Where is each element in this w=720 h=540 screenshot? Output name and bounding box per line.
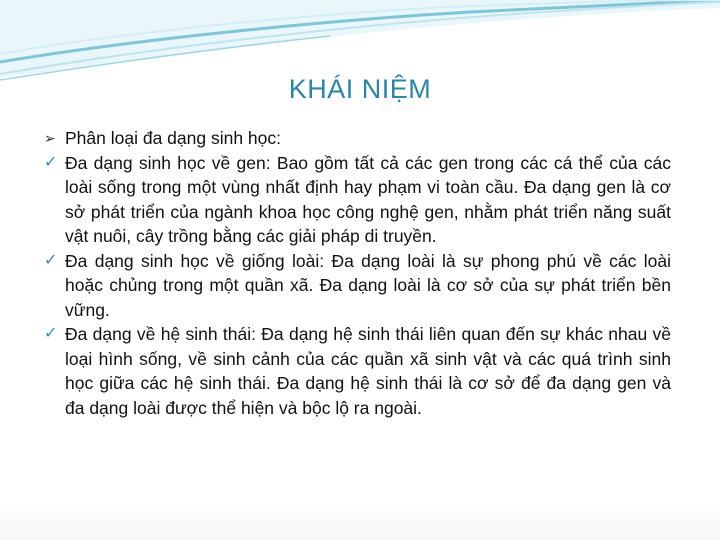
list-item-text: Phân loại đa dạng sinh học: <box>65 128 281 148</box>
list-item <box>44 322 671 420</box>
arrow-bullet-icon: ➢ <box>44 130 56 146</box>
list-item <box>44 126 671 151</box>
check-bullet-icon: ✓ <box>44 251 58 269</box>
list-item-text: Đa dạng về hệ sinh thái: Đa dạng hệ sinh thái liên quan đến sự khác nhau về loại hình sống, về sinh cảnh của các quần xã sinh vật và các quá trình sinh học giữa các hệ sinh thái. Đa dạng hệ sinh thái là cơ sở để đa dạng gen và đa dạng loài được thể hiện và bộc lộ ra ngoài. <box>65 324 671 418</box>
slide-title: KHÁI NIỆM <box>288 74 432 104</box>
list-item-text: Đa dạng sinh học về giống loài: Đa dạng loài là sự phong phú về các loài hoặc chủng trong một quần xã. Đa dạng loài là cơ sở của sự phát triển bền vững. <box>65 250 671 320</box>
bullet-list <box>44 126 671 420</box>
list-item <box>44 151 671 249</box>
check-bullet-icon: ✓ <box>44 153 58 171</box>
list-item <box>44 249 671 323</box>
check-bullet-icon: ✓ <box>44 325 58 342</box>
list-item-text: Đa dạng sinh học về gen: Bao gồm tất cả các gen trong các cá thể của các loài sống trong một vùng nhất định hay phạm vi toàn cầu. Đa dạng gen là cơ sở phát triển của ngành khoa học công nghệ gen, nhằm phát triển năng suất vật nuôi, cây trồng bằng các giải pháp di truyền. <box>65 152 671 246</box>
bottom-band <box>0 504 720 540</box>
